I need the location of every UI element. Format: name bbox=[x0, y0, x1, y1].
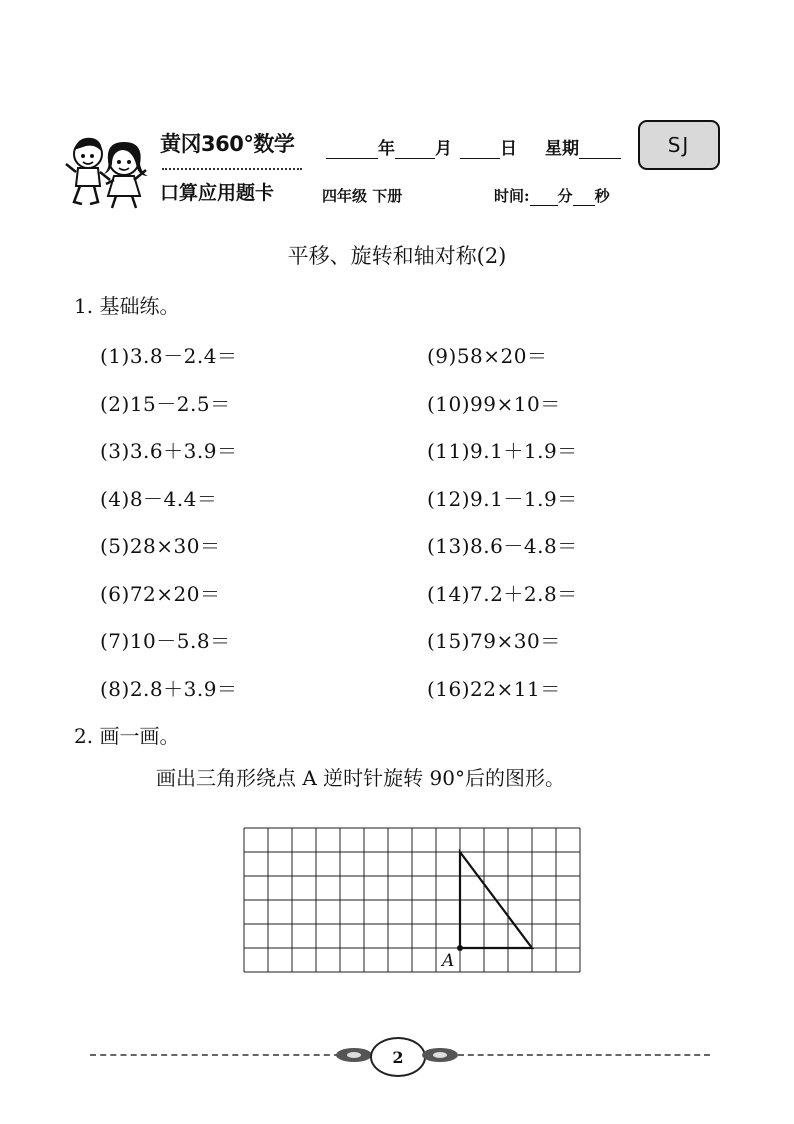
footer-ornament-left bbox=[334, 1046, 374, 1064]
problem-item: (16)22×11＝ bbox=[427, 677, 561, 701]
brand-subtitle: 口算应用题卡 bbox=[160, 182, 275, 204]
grid-canvas[interactable] bbox=[243, 827, 581, 987]
problem-item: (11)9.1＋1.9＝ bbox=[427, 439, 578, 463]
footer-divider-right bbox=[458, 1054, 710, 1056]
year-blank[interactable] bbox=[326, 140, 378, 159]
time-line bbox=[494, 185, 610, 206]
footer-divider-left bbox=[90, 1054, 340, 1056]
problem-item: (3)3.6＋3.9＝ bbox=[100, 439, 238, 463]
problem-item: (14)7.2＋2.8＝ bbox=[427, 582, 578, 606]
edition-badge: SJ bbox=[638, 120, 720, 170]
problem-item: (6)72×20＝ bbox=[100, 582, 221, 606]
date-line bbox=[326, 134, 621, 159]
problem-item: (2)15－2.5＝ bbox=[100, 392, 231, 416]
page-title: 平移、旋转和轴对称(2) bbox=[287, 244, 507, 268]
brand-title: 黄冈360°数学 bbox=[160, 132, 295, 156]
problem-item: (1)3.8－2.4＝ bbox=[100, 344, 238, 368]
problem-item: (10)99×10＝ bbox=[427, 392, 561, 416]
point-a-label: A bbox=[442, 951, 455, 971]
kids-logo-illustration bbox=[62, 130, 158, 212]
grid-lines bbox=[244, 828, 580, 972]
day-blank[interactable] bbox=[460, 140, 500, 159]
grade-label: 四年级 下册 bbox=[322, 187, 403, 205]
day-label: 日 bbox=[500, 139, 517, 159]
brand-divider bbox=[162, 168, 302, 170]
problem-item: (13)8.6－4.8＝ bbox=[427, 534, 578, 558]
second-label: 秒 bbox=[594, 187, 610, 205]
section2-heading: 2. 画一画。 bbox=[74, 724, 180, 748]
minute-label: 分 bbox=[557, 187, 573, 205]
section1-heading: 1. 基础练。 bbox=[74, 294, 180, 318]
second-blank[interactable] bbox=[573, 189, 595, 206]
problem-item: (8)2.8＋3.9＝ bbox=[100, 677, 238, 701]
page-number: 2 bbox=[370, 1037, 426, 1077]
problem-item: (4)8－4.4＝ bbox=[100, 487, 218, 511]
point-a-marker bbox=[457, 945, 463, 951]
problem-item: (9)58×20＝ bbox=[427, 344, 548, 368]
time-label: 时间: bbox=[494, 187, 530, 205]
year-label: 年 bbox=[378, 139, 395, 159]
month-blank[interactable] bbox=[395, 140, 435, 159]
problem-item: (7)10－5.8＝ bbox=[100, 629, 231, 653]
problem-item: (12)9.1－1.9＝ bbox=[427, 487, 578, 511]
minute-blank[interactable] bbox=[530, 189, 558, 206]
drawing-instruction: 画出三角形绕点 A 逆时针旋转 90°后的图形。 bbox=[156, 766, 565, 790]
weekday-label: 星期 bbox=[545, 139, 579, 159]
problem-item: (5)28×30＝ bbox=[100, 534, 221, 558]
weekday-blank[interactable] bbox=[579, 140, 621, 159]
footer-ornament-right bbox=[420, 1046, 460, 1064]
drawing-grid[interactable] bbox=[243, 827, 581, 991]
month-label: 月 bbox=[435, 139, 452, 159]
problem-item: (15)79×30＝ bbox=[427, 629, 561, 653]
